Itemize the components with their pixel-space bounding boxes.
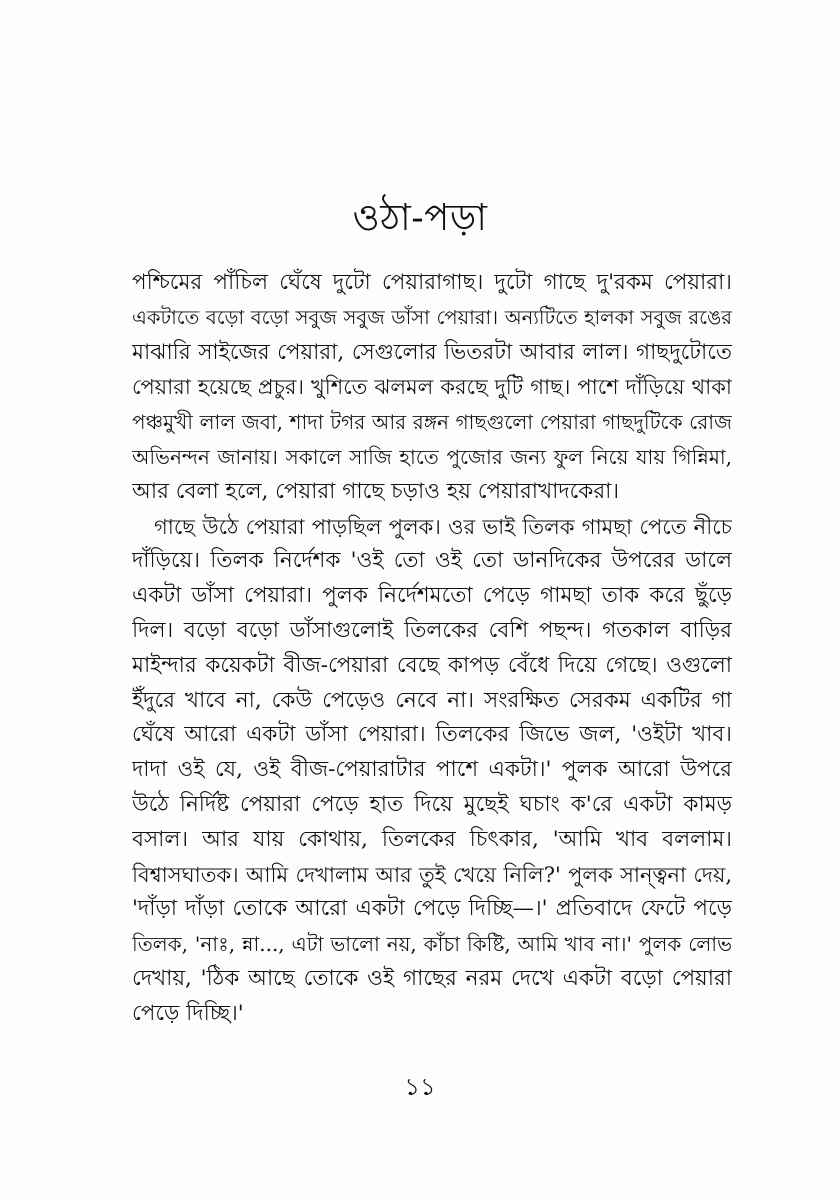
text-line: তিলক, 'নাঃ, ন্না..., এটা ভালো নয়, কাঁচা কিষ্টি, আমি খাব না।' পুলক লোভ — [132, 932, 732, 957]
paragraph-1 — [132, 266, 732, 510]
text-line: বসাল। আর যায় কোথায়, তিলকের চিৎকার, 'আমি খাব বললাম। — [132, 826, 732, 852]
text-line: দিল। বড়ো বড়ো ডাঁসাগুলোই তিলকের বেশি পছন্দ। গতকাল বাড়ির — [132, 617, 732, 643]
page-number: ১১ — [404, 1073, 436, 1101]
text-line: পেয়ারা হয়েছে প্রচুর। খুশিতে ঝলমল করছে দুটি গাছ। পাশে দাঁড়িয়ে থাকা — [132, 375, 732, 400]
text-line: একটা ডাঁসা পেয়ারা। পুলক নির্দেশমতো পেড়ে গামছা তাক করে ছুঁড়ে — [132, 583, 732, 609]
text-line: ঘেঁষে আরো একটা ডাঁসা পেয়ারা। তিলকের জিভে জল, 'ওইটা খাব। — [132, 722, 732, 748]
text-line: একটাতে বড়ো বড়ো সবুজ সবুজ ডাঁসা পেয়ারা। অন্যটিতে হালকা সবুজ রঙের — [132, 305, 732, 329]
paragraph-2 — [132, 510, 732, 1032]
text-line: পেড়ে দিচ্ছি।' — [132, 1000, 244, 1026]
text-line: উঠে নির্দিষ্ট পেয়ারা পেড়ে হাত দিয়ে মুছেই ঘচাং ক'রে একটা কামড় — [132, 791, 732, 817]
text-line: পঞ্চমুখী লাল জবা, শাদা টগর আর রঙ্গন গাছগুলো পেয়ারা গাছদুটিকে রোজ — [132, 410, 732, 435]
text-line: ইঁদুরে খাবে না, কেউ পেড়েও নেবে না। সংরক্ষিত সেরকম একটির গা — [132, 687, 732, 713]
text-line: 'দাঁড়া দাঁড়া তোকে আরো একটা পেড়ে দিচ্ছি—।' প্রতিবাদে ফেটে পড়ে — [132, 896, 732, 922]
text-line: দেখায়, 'ঠিক আছে তোকে ওই গাছের নরম দেখে একটা বড়ো পেয়ারা — [132, 965, 732, 991]
chapter-title: ওঠা-পড়া — [352, 196, 488, 239]
text-line: মাইন্দার কয়েকটা বীজ-পেয়ারা বেছে কাপড় বেঁধে দিয়ে গেছে। ওগুলো — [132, 652, 732, 678]
text-line: আর বেলা হলে, পেয়ারা গাছে চড়াও হয় পেয়ারাখাদকেরা। — [132, 478, 620, 504]
text-line: দাদা ওই যে, ওই বীজ-পেয়ারাটার পাশে একটা।' পুলক আরো উপরে — [132, 757, 732, 783]
text-line: বিশ্বাসঘাতক। আমি দেখালাম আর তুই খেয়ে নিলি?' পুলক সান্ত্বনা দেয়, — [132, 862, 732, 887]
chapter-body — [132, 266, 732, 1032]
text-line: অভিনন্দন জানায়। সকালে সাজি হাতে পুজোর জন্য ফুল নিয়ে যায় গিন্নিমা, — [132, 444, 732, 469]
text-line: দাঁড়িয়ে। তিলক নির্দেশক 'ওই তো ওই তো ডানদিকের উপরের ডালে — [132, 548, 732, 574]
text-line: মাঝারি সাইজের পেয়ারা, সেগুলোর ভিতরটা আবার লাল। গাছদুটোতে — [132, 339, 732, 365]
text-line: গাছে উঠে পেয়ারা পাড়ছিল পুলক। ওর ভাই তিলক গামছা পেতে নীচে — [154, 514, 732, 539]
text-line: পশ্চিমের পাঁচিল ঘেঁষে দুটো পেয়ারাগাছ। দুটো গাছে দু'রকম পেয়ারা। — [132, 270, 732, 295]
